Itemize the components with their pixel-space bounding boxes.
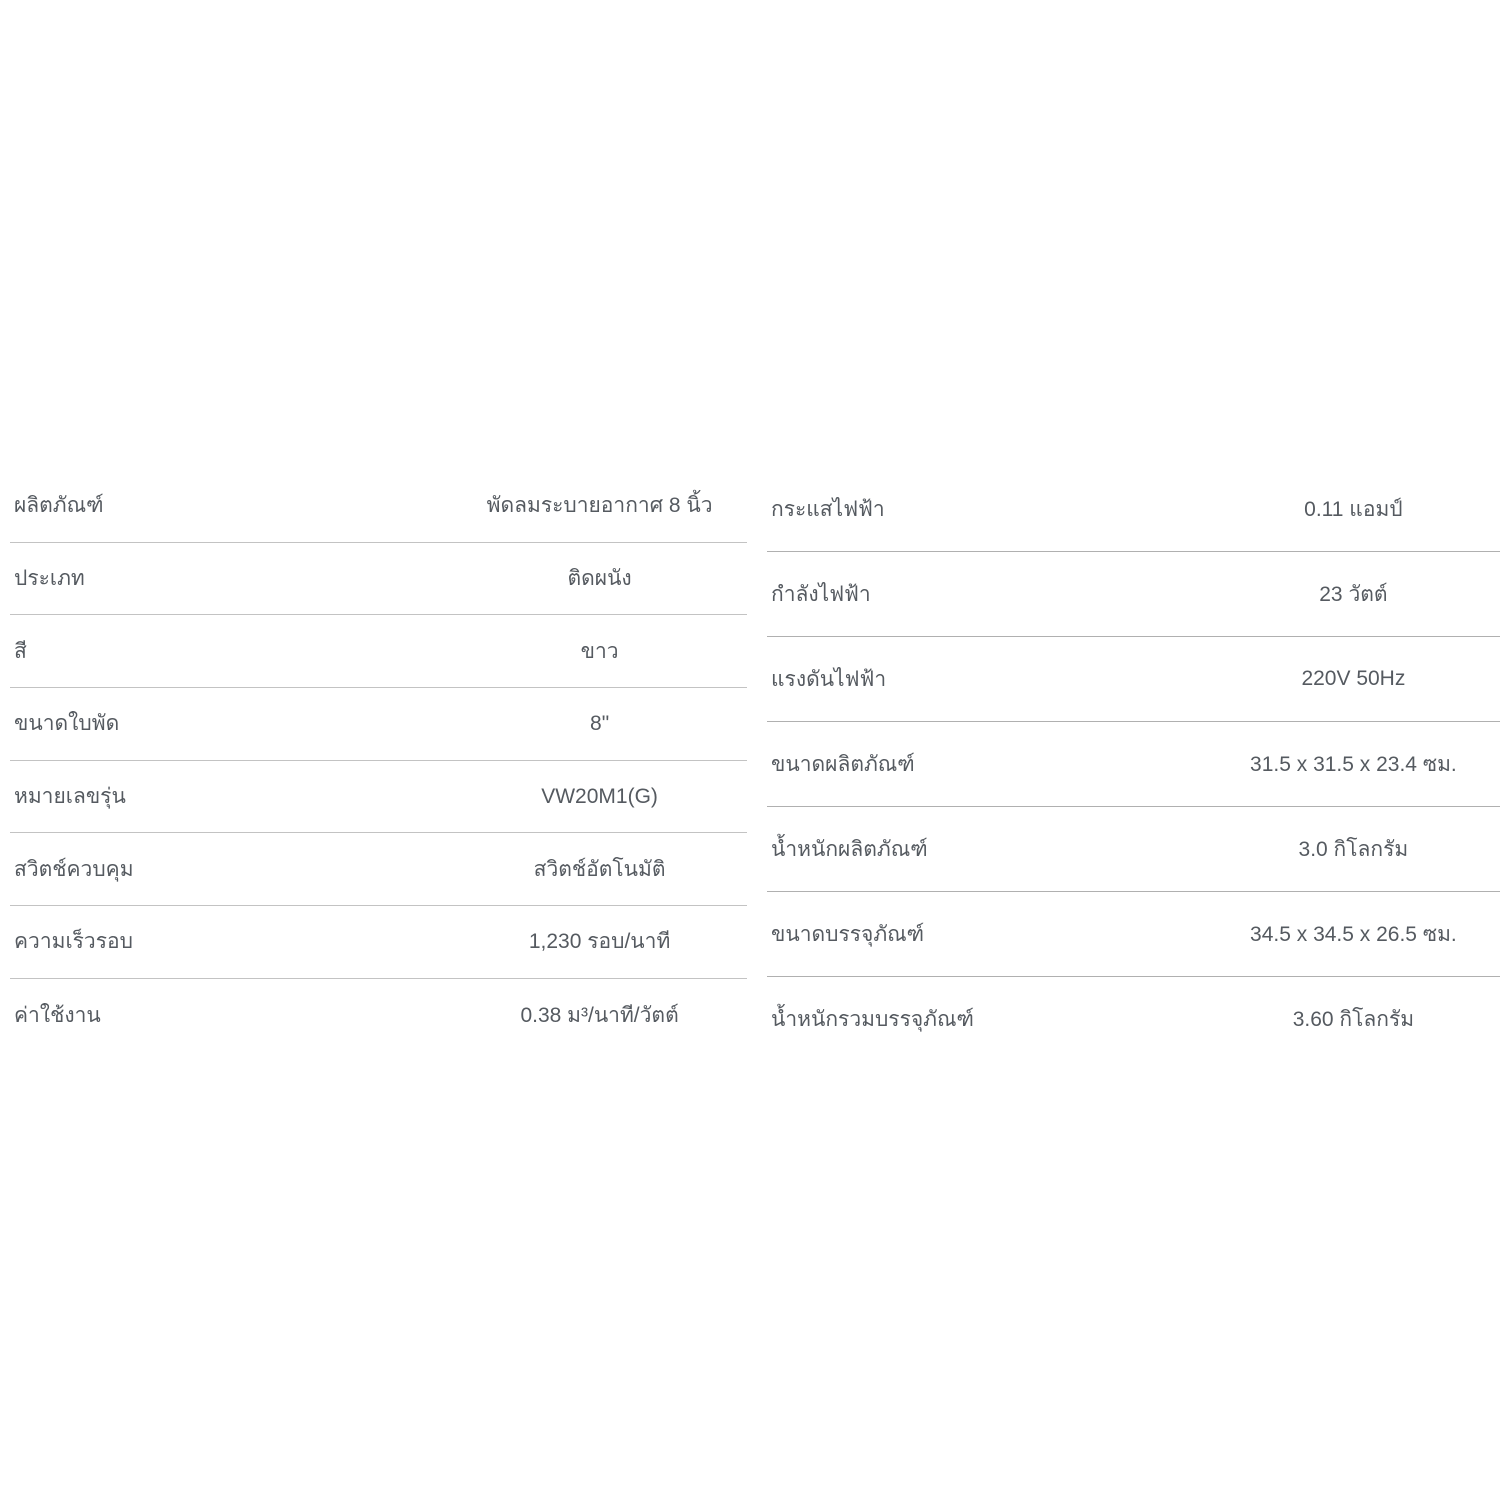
spec-row bbox=[10, 543, 747, 616]
spec-label: แรงดันไฟฟ้า bbox=[771, 667, 887, 691]
spec-row bbox=[10, 615, 747, 688]
spec-label: น้ำหนักรวมบรรจุภัณฑ์ bbox=[771, 1008, 974, 1031]
spec-label: ผลิตภัณฑ์ bbox=[14, 494, 104, 518]
spec-row bbox=[767, 722, 1500, 807]
spec-label: หมายเลขรุ่น bbox=[14, 785, 126, 809]
spec-value: 31.5 x 31.5 x 23.4 ซม. bbox=[1250, 752, 1457, 776]
spec-row bbox=[767, 977, 1500, 1062]
spec-label: กระแสไฟฟ้า bbox=[771, 497, 885, 521]
product-spec-table-right bbox=[767, 467, 1500, 1062]
spec-value: 220V 50Hz bbox=[1301, 667, 1406, 690]
spec-value: 34.5 x 34.5 x 26.5 ซม. bbox=[1250, 922, 1457, 946]
spec-label: ขนาดผลิตภัณฑ์ bbox=[771, 752, 915, 776]
spec-row bbox=[10, 688, 747, 761]
spec-value: 1,230 รอบ/นาที bbox=[528, 930, 671, 954]
spec-row bbox=[767, 467, 1500, 552]
spec-label: กำลังไฟฟ้า bbox=[771, 582, 871, 606]
spec-value: พัดลมระบายอากาศ 8 นิ้ว bbox=[486, 494, 713, 518]
spec-label: สวิตช์ควบคุม bbox=[14, 857, 134, 881]
spec-value: 0.11 แอมป์ bbox=[1304, 497, 1403, 521]
spec-label: ประเภท bbox=[14, 567, 85, 591]
spec-row bbox=[767, 892, 1500, 977]
spec-row bbox=[10, 906, 747, 979]
spec-row bbox=[10, 470, 747, 543]
spec-value: 23 วัตต์ bbox=[1319, 582, 1388, 606]
spec-value: 3.60 กิโลกรัม bbox=[1292, 1008, 1415, 1031]
spec-label: ความเร็วรอบ bbox=[14, 930, 133, 954]
spec-row bbox=[10, 979, 747, 1052]
spec-row bbox=[10, 761, 747, 834]
spec-label: สี bbox=[14, 639, 27, 663]
product-spec-table-left bbox=[10, 470, 747, 1052]
spec-row bbox=[10, 833, 747, 906]
spec-row bbox=[767, 552, 1500, 637]
spec-label: ขนาดบรรจุภัณฑ์ bbox=[771, 922, 925, 946]
spec-value: สวิตช์อัตโนมัติ bbox=[533, 857, 666, 881]
spec-label: ค่าใช้งาน bbox=[14, 1003, 101, 1027]
spec-value: VW20M1(G) bbox=[541, 784, 658, 808]
spec-label: ขนาดใบพัด bbox=[14, 712, 120, 736]
spec-value: ขาว bbox=[580, 639, 619, 663]
spec-row bbox=[767, 807, 1500, 892]
spec-value: 8" bbox=[590, 711, 610, 735]
spec-row bbox=[767, 637, 1500, 722]
spec-value: 3.0 กิโลกรัม bbox=[1298, 837, 1409, 861]
spec-label: น้ำหนักผลิตภัณฑ์ bbox=[771, 837, 928, 861]
spec-value: 0.38 ม³/นาที/วัตต์ bbox=[520, 1003, 679, 1027]
spec-value: ติดผนัง bbox=[567, 567, 632, 591]
